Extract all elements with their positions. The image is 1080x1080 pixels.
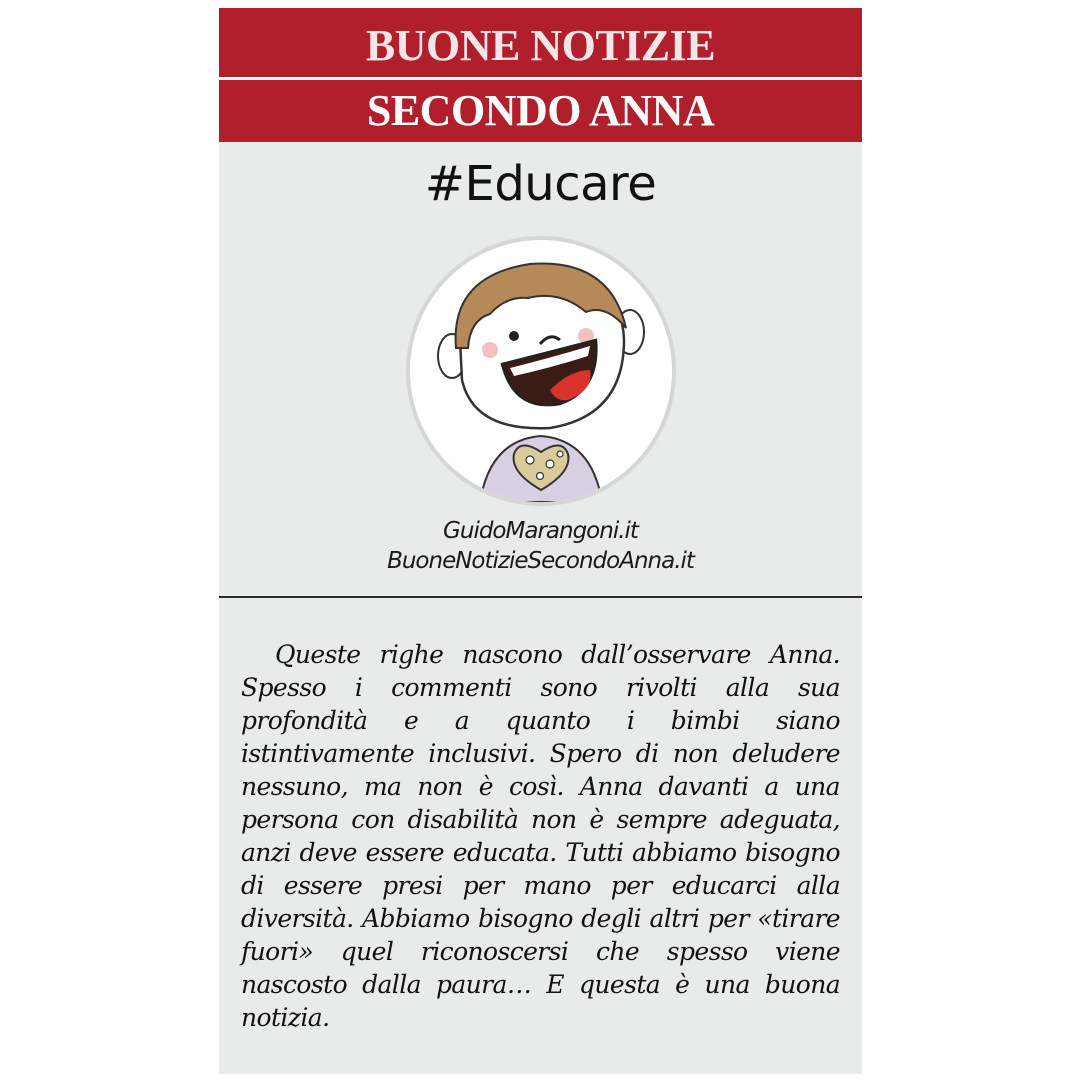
site-buone-notizie: BuoneNotizieSecondoAnna.it <box>387 548 694 574</box>
hashtag-title: #Educare <box>424 156 657 212</box>
cartoon-girl-illustration-icon <box>410 240 672 502</box>
site-guido-marangoni: GuidoMarangoni.it <box>443 518 638 544</box>
article-text: Queste righe nascono dall’osservare Anna. Spesso i commenti sono rivolti alla sua profondità e a quanto i bimbi siano istintivamente inclusivi. Spero di non deludere nessuno, ma non è così. Anna davanti a una persona con disabilità non è sempre adeguata, anzi deve essere educata. Tutti abbiamo bisogno di essere presi per mano per educarci alla diversità. Abbiamo bisogno degli altri per «tirare fuori» quel riconoscersi che spesso viene nascosto dalla paura… E questa è una buona notizia. <box>241 640 840 1032</box>
avatar <box>410 240 672 502</box>
banner-title-line2: SECONDO ANNA <box>366 86 715 135</box>
header-banner <box>219 8 862 142</box>
article-column <box>219 8 862 1074</box>
avatar-frame <box>406 236 676 506</box>
website-links <box>219 516 862 576</box>
banner-divider <box>219 77 862 80</box>
section-divider <box>219 596 862 598</box>
banner-title-line1: BUONE NOTIZIE <box>365 21 716 70</box>
